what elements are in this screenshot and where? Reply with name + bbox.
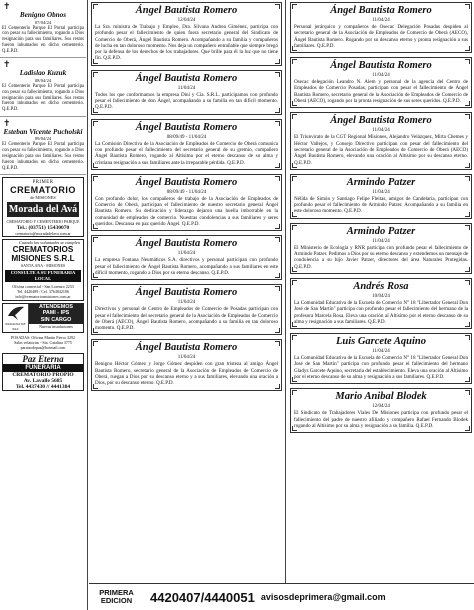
- deceased-name: Andrés Rosa: [353, 280, 409, 292]
- notice-date: 11/04/24: [177, 85, 196, 91]
- notice-body: Benigno Héctor Gómez y Jorge Gómez despiden con gran tristeza al amigo Ángel Bautista Romero, secretario general de la Asociación de Empleados de Comercio de Oberá, ruegan a Dios por su descanso eterno y a sus familiares, elevando una oración a Dios, por su descanso eterno. Q.E.P.D.: [95, 361, 278, 387]
- frame-corner: [292, 101, 297, 106]
- middle-column: [89, 0, 284, 610]
- frame-corner: [275, 328, 280, 333]
- deceased-name: Ángel Bautista Romero: [330, 115, 432, 127]
- notice-date: 11/04/24: [177, 300, 196, 306]
- notice-date: 11/04/24: [372, 189, 390, 195]
- notice-body: La Sra. ministra de Trabajo y Empleo, Dra. Silvana Andrea Giménez, participa con profundo pesar el fallecimiento de quien fuera secretario general del Sindicato de Comercio de Oberá, Ángel Bautista Romero. Acompañando a su familia y compañeros de lucha en tan doloroso momento. Nos deja un compañero entrañable que siempre bregó por la defensa de los derechos de los trabajadores. Que brille para él la luz que no tiene fin. Q.E.P.D.: [95, 24, 278, 62]
- notice-body: La Comunidad Educativa de la Escuela de Comercio N° 18 "Libertador General Don José de San Martín" participa con profundo pesar el fallecimiento del hermano Gladys Garcete Aquino, secretaria del establecimiento. Eleva una oración al Altísimo por el eterno descanso de su alma y resignación a sus familiares. Q.E.P.D.: [294, 355, 468, 381]
- frame-corner: [292, 335, 297, 340]
- frame-corner: [465, 4, 470, 9]
- ad-band: CONSULTE A SU FUNERARIA LOCAL: [5, 270, 81, 282]
- obituary-notice: [290, 278, 472, 329]
- frame-corner: [292, 225, 297, 230]
- frame-corner: [465, 280, 470, 285]
- frame-corner: [275, 384, 280, 389]
- ad-tagline: Cuando las voluntades se cumplen: [19, 239, 80, 245]
- notice-body: La Comisión Directiva de la Asociación de Empleados de Comercio de Oberá comunica con profundo pesar el fallecimiento del secretario general de su gremio, compañero Ángel Bautista Romero, rogando al Altísimo por el eterno descanso de su alma y cristiana resignación a sus familiares ante la irreparable pérdida. Q.E.P.D.: [95, 140, 278, 166]
- ad-email: avisosdeprimera@gmail.com: [260, 592, 386, 602]
- ad-phone: Tel. 4420489 / Cel. 3764842186: [17, 289, 69, 295]
- deceased-name: Benigno Obnos: [19, 11, 67, 19]
- ad-note: Nuevas instalaciones: [39, 324, 73, 330]
- notice-date: 12/04/24: [177, 18, 196, 23]
- notice-date: 11/04/24: [177, 251, 196, 257]
- ad-email: crematorio@moradadelava.com.ar: [15, 230, 71, 236]
- cross-icon: ✝: [3, 117, 11, 128]
- frame-corner: [93, 237, 98, 242]
- frame-corner: [93, 341, 98, 346]
- frame-corner: [93, 4, 98, 9]
- primera-edicion-ad: [89, 583, 474, 610]
- frame-corner: [465, 377, 470, 382]
- obituary-notice: [91, 119, 282, 170]
- frame-corner: [93, 273, 98, 278]
- notice-body: Directivos y personal de Centro de Empleados de Comercio de Posadas participan con pesar el fallecimiento del secretario general de la Asociación de Empleados de Comercio de Oberá (AECO), Ángel Bautista Romero, acompañando a su familia en tan doloroso momento. Q.E.P.D.: [95, 306, 278, 332]
- crematorios-misiones-ad: [2, 239, 84, 301]
- dove-logo-icon: [3, 304, 29, 332]
- right-column: [287, 0, 474, 610]
- frame-corner: [275, 273, 280, 278]
- ad-address: Av. Lavalle 5685: [23, 377, 63, 384]
- obituary-notice: [290, 223, 472, 274]
- notice-body: El Sindicato de Trabajadores Viales De Misiones participa con profundo pesar el fallecimiento del padre de nuestro afiliado y compañero Rafael Fernando Blodek rogando al Altísimo por su alma y resignación a su familia. Q.E.P.D.: [294, 410, 468, 429]
- ad-title: CREMATORIO: [10, 185, 76, 196]
- notice-date: 10/04/24: [372, 293, 390, 299]
- deceased-name: Ángel Bautista Romero: [135, 342, 238, 354]
- deceased-name: Ángel Bautista Romero: [135, 238, 238, 250]
- ad-logo: Paz Eterna: [22, 353, 64, 364]
- notice-body: El Ministerio de Ecología y RNR participa con profundo pesar el fallecimiento de Armindo Patzer. Pedimos a Dios por su eterno descanso y extendemos un mensaje de condolencia a su hijo Javier Patzer, directores del área Naturales Protegidas. Q.E.P.D.: [294, 244, 468, 270]
- frame-corner: [465, 212, 470, 217]
- frame-corner: [465, 335, 470, 340]
- notice-body: El Triunvirato de la CGT Regional Misiones, Alejandro Velázquez, Mirta Chemes y Héctor Vallejos, y Consejo Directivo participan con pesar del fallecimiento del secretario general de la Asociación de Empleados de Comercio de Oberá (AECO) Ángel Bautista Romero, elevando una oración al Altísimo por su descanso eterno. Q.E.P.D.: [294, 134, 468, 166]
- obituary-notice: [290, 388, 472, 433]
- notice-date: 11/04/24: [372, 349, 390, 355]
- frame-corner: [93, 384, 98, 389]
- deceased-name: Ángel Bautista Romero: [135, 5, 238, 16]
- notice-date: 11/04/24: [177, 355, 196, 361]
- deceased-name: Ángel Bautista Romero: [135, 287, 238, 299]
- frame-corner: [292, 59, 297, 64]
- notice-date: 07/04/24: [34, 19, 52, 25]
- frame-corner: [465, 267, 470, 272]
- deceased-name: Armindo Patzer: [346, 225, 416, 237]
- notice-body: El Cementerio Parque El Portal participa con pesar su fallecimiento, rogando a Dios resignación para sus familiares. Sus restos fueron inhumados en dicho cementerio. Q.E.P.D.: [2, 142, 84, 171]
- notice-date: 12/04/24: [372, 404, 390, 410]
- frame-corner: [465, 176, 470, 181]
- deceased-name: Ángel Bautista Romero: [135, 121, 238, 133]
- frame-corner: [275, 72, 280, 77]
- frame-corner: [93, 108, 98, 113]
- frame-corner: [465, 59, 470, 64]
- frame-corner: [465, 114, 470, 119]
- notice-date: 08/09/49 - 11/04/24: [166, 134, 207, 140]
- frame-corner: [93, 72, 98, 77]
- frame-corner: [465, 225, 470, 230]
- frame-corner: [292, 390, 297, 395]
- deceased-name: Esteban Vicente Pucholski: [3, 127, 83, 136]
- crematorio-ad: [2, 177, 84, 236]
- notice-date: 08/04/24: [34, 77, 52, 83]
- notice-date: 11/04/24: [372, 73, 390, 79]
- deceased-name: Ángel Bautista Romero: [135, 72, 238, 84]
- frame-corner: [93, 121, 98, 126]
- frame-corner: [275, 224, 280, 229]
- frame-corner: [465, 101, 470, 106]
- deceased-name: Ángel Bautista Romero: [135, 176, 238, 188]
- ad-brand-name: Morada del Avá: [8, 204, 78, 216]
- notice-date: 08/09/49 - 11/04/24: [166, 189, 207, 195]
- column-divider: [285, 0, 286, 610]
- frame-corner: [292, 322, 297, 327]
- ad-kicker: PRIMER: [32, 180, 54, 186]
- notice-body: El Cementerio Parque El Portal participa con pesar su fallecimiento, rogando a Dios resignación para sus familiares. Sus restos fueron inhumados en dicho cementerio. Q.E.P.D.: [2, 25, 84, 54]
- deceased-name: Ángel Bautista Romero: [330, 60, 432, 72]
- notice-body: La empresa Fontana Neumáticos S.A. directivos y personal participan con profundo pesar el fallecimiento de Ángel Bautista Romero, acompañando a sus familiares en este difícil momento, rogando a Dios por su eterno descanso. Q.E.P.D.: [95, 257, 278, 276]
- notice-body: Con profundo dolor, los compañeros de trabajo de la Asociación de Empleados de Comercio de Oberá, participan el fallecimiento de nuestro secretario general Ángel Bautista Romero. Su dedicación y liderazgo dejaron una huella imborrable en la comunidad de empleados de comercio. Nuestras condolencias a sus familiares y seres queridos. Descansa en paz querido Ángel. Q.E.P.D.: [95, 195, 278, 228]
- frame-corner: [465, 322, 470, 327]
- frame-corner: [292, 114, 297, 119]
- deceased-name: Mario Anibal Blodek: [335, 391, 427, 403]
- ad-address: POSADAS: Oficina Martín Fierro 3292: [11, 335, 75, 341]
- frame-corner: [292, 377, 297, 382]
- ad-title: FUNERARIA: [3, 364, 83, 372]
- ad-subtitle: de MISIONES: [30, 195, 56, 201]
- notice-body: Nélida de Simón y Santiago Felipe Fleitas, amigos de Candelaria, participan con profundo pesar el fallecimiento de Armindo Patzer. Acompañando a su familia en este doloroso momento. Q.E.P.D.: [294, 195, 468, 215]
- frame-corner: [292, 46, 297, 51]
- obituary-notice: [91, 174, 282, 231]
- frame-corner: [465, 426, 470, 431]
- ad-email: info@crematoriosmisiones.com.ar: [15, 294, 71, 300]
- ad-email: paraisodepaz@hotmail.com: [20, 345, 66, 351]
- notice-date: 11/04/24: [372, 238, 390, 244]
- paraiso-de-paz-ad: [2, 303, 84, 333]
- frame-corner: [275, 341, 280, 346]
- frame-corner: [275, 121, 280, 126]
- cross-icon: ✝: [3, 59, 11, 70]
- deceased-name: Armindo Patzer: [346, 176, 416, 188]
- newspaper-logo: [89, 589, 144, 605]
- ad-title: CREMATORIOS MISIONES S.R.L: [11, 244, 75, 263]
- frame-corner: [275, 237, 280, 242]
- frame-corner: [275, 163, 280, 168]
- notice-body: La Comunidad Educativa de la Escuela de Comercio N° 18 "Libertador General Don José de San Martín" participa con profundo pesar el fallecimiento del hermano de la profesora Marcela Rosa. Eleva una oración al Altísimo por el eterno descanso de su alma y resignación a sus familiares. Q.E.P.D.: [294, 299, 468, 325]
- ad-subtitle: CREMATORIO PROPIO: [12, 371, 74, 378]
- frame-corner: [292, 4, 297, 9]
- notice-body: El Cementerio Parque El Portal participa con pesar su fallecimiento, rogando a Dios resignación para sus familiares. Sus restos fueron inhumados en dicho cementerio. Q.E.P.D.: [2, 83, 84, 113]
- column-divider: [87, 0, 88, 610]
- ad-phone: Tel. 4437430 // 4441384: [15, 383, 71, 390]
- notice-date: 11/04/24: [372, 128, 390, 134]
- frame-corner: [292, 163, 297, 168]
- frame-corner: [275, 108, 280, 113]
- ad-logo-text: PARAISO DE PAZ: [5, 321, 26, 331]
- obituary-notice: [290, 2, 472, 53]
- ad-subtitle: SANTA ANA - MISIONES: [20, 262, 66, 268]
- notice-date: 11/04/24: [372, 18, 390, 23]
- logo-line-2: EDICION: [100, 596, 133, 605]
- obituary-notice: [290, 57, 472, 108]
- ad-line: CREMATORIO Y CEMENTERIO PARQUE: [6, 219, 80, 225]
- ad-phone: 4420407/4440051: [150, 589, 255, 605]
- ad-phone: Tel.: (03751) 15430070: [16, 224, 70, 231]
- notice-body: Todos los que conformamos la empresa Dini y Cía. S.R.L. participamos con profundo pesar el fallecimiento de don Ángel, acompañando a su familia en tan difícil momento. Q.E.P.D.: [95, 91, 278, 111]
- notice-date: 09/04/24: [34, 136, 52, 142]
- frame-corner: [93, 163, 98, 168]
- frame-corner: [292, 426, 297, 431]
- frame-corner: [292, 280, 297, 285]
- left-column: [0, 0, 86, 610]
- frame-corner: [465, 163, 470, 168]
- ad-office: Oficina comercial - San Lorenzo 2233: [12, 284, 74, 290]
- obituary-notice: [91, 2, 282, 66]
- frame-corner: [292, 267, 297, 272]
- obituary-notice: [0, 117, 86, 175]
- obituary-notice: [290, 112, 472, 169]
- frame-corner: [292, 176, 297, 181]
- obituary-notice: [0, 58, 86, 116]
- obituary-notice: [91, 284, 282, 335]
- obituary-notice: [0, 0, 86, 58]
- frame-corner: [292, 212, 297, 217]
- deceased-name: Ángel Bautista Romero: [330, 5, 432, 16]
- ad-band: SIN CARGO: [29, 317, 83, 324]
- cross-icon: ✝: [3, 1, 11, 11]
- frame-corner: [465, 46, 470, 51]
- frame-corner: [465, 390, 470, 395]
- frame-corner: [93, 224, 98, 229]
- obituary-notice: [91, 70, 282, 115]
- logo-line-1: PRIMERA: [99, 588, 134, 597]
- frame-corner: [93, 59, 98, 64]
- frame-corner: [275, 4, 280, 9]
- ad-band: PAMI - IPS: [29, 310, 83, 317]
- funeraria-ad: [2, 353, 84, 391]
- frame-corner: [93, 286, 98, 291]
- frame-corner: [275, 59, 280, 64]
- notice-body: Osecac delegación Leandro N. Alem y personal de la agencia del Centro de Empleados de Comercio Posadas, participan con pesar el fallecimiento de Ángel Bautista Romero, secretario general de la Asociación de Empleados de Comercio de Oberá (AECO), rogando por la pronta resignación de sus seres queridos. Q.E.P.D.: [294, 79, 468, 105]
- frame-corner: [93, 176, 98, 181]
- frame-corner: [93, 328, 98, 333]
- ad-band: ATENDEMOS: [29, 304, 83, 311]
- deceased-name: Luis Garcete Aquino: [335, 336, 427, 348]
- notice-body: Personal jerárquico y compañeros de Osecac Delegación Posadas despiden al secretario general de la Asociación de Empleados de Comercio de Oberá (AECO), Ángel Bautista Romero. Rogando por su descanso eterno y pronta resignación a sus familiares. Q.E.P.D.: [294, 24, 468, 49]
- obituary-notice: [91, 235, 282, 280]
- ad-phone: Salas velatorias - Sta. Catalina 3775: [14, 340, 72, 346]
- deceased-name: Ladislao Kuzuk: [19, 69, 67, 78]
- obituary-notice: [290, 333, 472, 384]
- frame-corner: [275, 176, 280, 181]
- obituary-notice: [91, 339, 282, 390]
- frame-corner: [275, 286, 280, 291]
- obituary-notice: [290, 174, 472, 219]
